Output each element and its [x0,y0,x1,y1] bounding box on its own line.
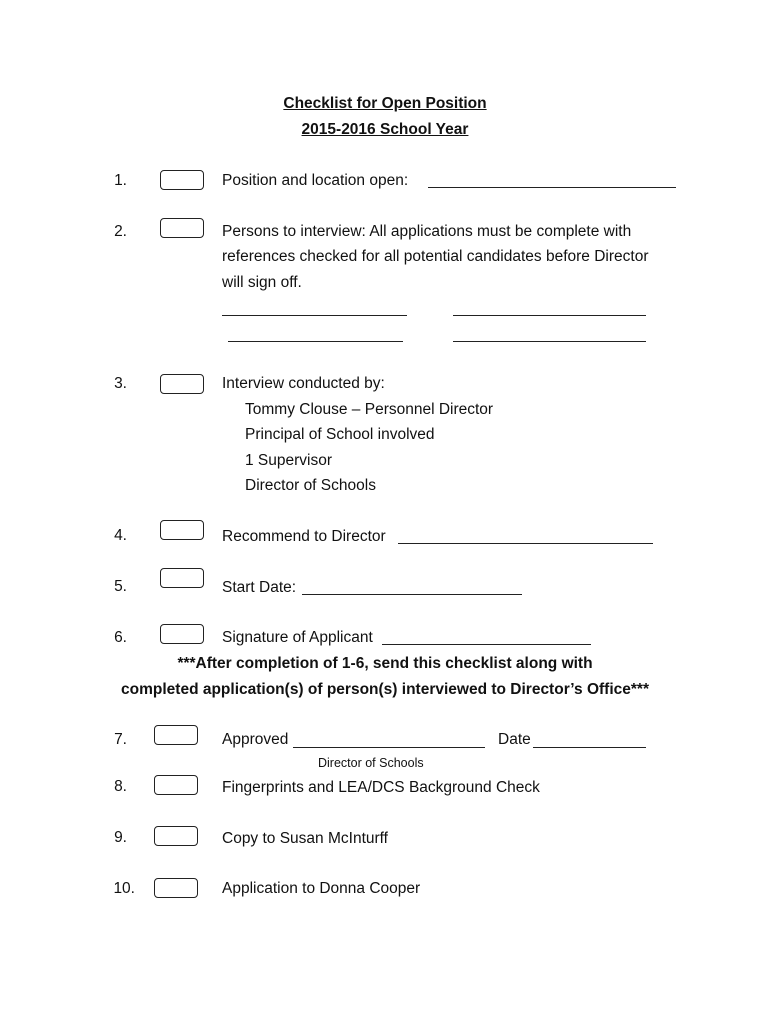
item-7-checkbox[interactable] [154,725,198,745]
position-location-field[interactable] [428,187,676,188]
date-label: Date [498,731,531,748]
item-3-checkbox[interactable] [160,374,204,394]
interviewer-1: Tommy Clouse – Personnel Director [245,401,494,418]
item-8-label: Fingerprints and LEA/DCS Background Check [222,779,540,796]
item-4-label: Recommend to Director [222,528,386,545]
approved-signature-field[interactable] [293,747,485,748]
interviewee-field-1[interactable] [222,315,407,316]
item-3-label: Interview conducted by: [222,375,385,392]
item-7-label: Approved [222,731,289,748]
start-date-field[interactable] [302,594,522,595]
approved-date-field[interactable] [533,747,646,748]
item-3-number: 3. [114,375,127,392]
item-9-number: 9. [114,829,127,846]
item-10-number: 10. [113,880,135,897]
item-1-number: 1. [114,172,127,189]
item-1-label: Position and location open: [222,172,409,189]
item-4-checkbox[interactable] [160,520,204,540]
item-4-number: 4. [114,527,127,544]
item-5-checkbox[interactable] [160,568,204,588]
item-2-number: 2. [114,223,127,240]
item-2-line-1: Persons to interview: All applications must be complete with [222,223,632,240]
interviewee-field-4[interactable] [453,341,646,342]
item-10-checkbox[interactable] [154,878,198,898]
interviewer-2: Principal of School involved [245,426,435,443]
item-6-checkbox[interactable] [160,624,204,644]
recommend-field[interactable] [398,543,653,544]
notice-line-1: ***After completion of 1-6, send this checklist along with [177,655,593,672]
item-8-number: 8. [114,778,127,795]
item-2-line-3: will sign off. [222,274,302,291]
page-title: Checklist for Open Position [283,95,487,112]
director-caption: Director of Schools [318,756,424,770]
page-subtitle: 2015-2016 School Year [301,121,469,138]
item-2-checkbox[interactable] [160,218,204,238]
interviewer-4: Director of Schools [245,477,376,494]
item-9-label: Copy to Susan McInturff [222,830,388,847]
item-1-checkbox[interactable] [160,170,204,190]
item-6-number: 6. [114,629,127,646]
item-7-number: 7. [114,731,127,748]
applicant-signature-field[interactable] [382,644,591,645]
item-5-number: 5. [114,578,127,595]
item-6-label: Signature of Applicant [222,629,373,646]
item-10-label: Application to Donna Cooper [222,880,421,897]
interviewee-field-2[interactable] [453,315,646,316]
item-8-checkbox[interactable] [154,775,198,795]
interviewer-3: 1 Supervisor [245,452,333,469]
item-5-label: Start Date: [222,579,297,596]
item-2-line-2: references checked for all potential candidates before Director [222,248,649,265]
notice-line-2: completed application(s) of person(s) interviewed to Director’s Office*** [121,681,649,698]
item-9-checkbox[interactable] [154,826,198,846]
interviewee-field-3[interactable] [228,341,403,342]
